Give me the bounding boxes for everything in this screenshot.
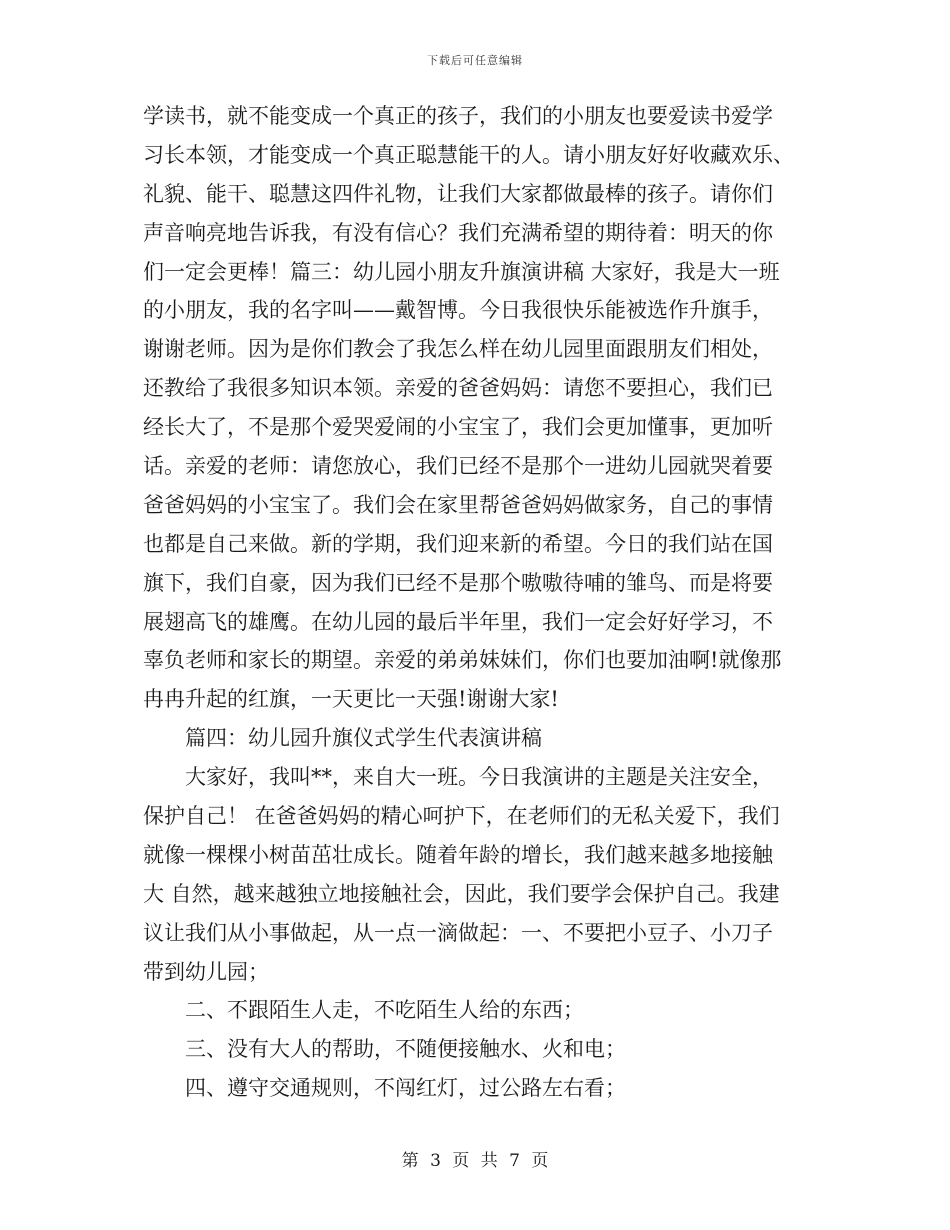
text-line: 辜负老师和家长的期望。亲爱的弟弟妹妹们，你们也要加油啊!就像那 bbox=[143, 648, 782, 673]
text-line: 保护自己！ 在爸爸妈妈的精心呵护下，在老师们的无私关爱下，我们 bbox=[143, 804, 780, 829]
text-line: 大 自然，越来越独立地接触社会，因此，我们要学会保护自己。我建 bbox=[143, 881, 780, 906]
section-heading: 篇四：幼儿园升旗仪式学生代表演讲稿 bbox=[185, 726, 542, 751]
text-line: 带到幼儿园； bbox=[143, 959, 269, 984]
page-number: 第 3 页 共 7 页 bbox=[401, 1151, 549, 1171]
list-item: 二、不跟陌生人走，不吃陌生人给的东西； bbox=[185, 998, 584, 1023]
list-item: 三、没有大人的帮助，不随便接触水、火和电； bbox=[185, 1037, 626, 1062]
text-line: 大家好，我叫**，来自大一班。今日我演讲的主题是关注安全， bbox=[185, 765, 773, 790]
text-line: 学读书，就不能变成一个真正的孩子，我们的小朋友也要爱读书爱学 bbox=[143, 104, 773, 128]
text-line: 就像一棵棵小树苗茁壮成长。随着年龄的增长，我们越来越多地接触 bbox=[143, 842, 773, 867]
text-line: 冉冉升起的红旗，一天更比一天强!谢谢大家! bbox=[143, 687, 559, 712]
list-item: 四、遵守交通规则，不闯红灯，过公路左右看； bbox=[185, 1076, 626, 1101]
text-line: 还教给了我很多知识本领。亲爱的爸爸妈妈：请您不要担心，我们已 bbox=[143, 376, 773, 401]
text-line: 声音响亮地告诉我，有没有信心？我们充满希望的期待着：明天的你 bbox=[143, 220, 773, 245]
text-line: 旗下，我们自豪，因为我们已经不是那个嗷嗷待哺的雏鸟、而是将要 bbox=[143, 570, 773, 595]
text-line: 谢谢老师。因为是你们教会了我怎么样在幼儿园里面跟朋友们相处， bbox=[143, 337, 773, 362]
document-body bbox=[143, 97, 815, 1108]
text-line: 们一定会更棒！篇三：幼儿园小朋友升旗演讲稿 大家好，我是大一班 bbox=[143, 259, 780, 284]
text-line: 话。亲爱的老师：请您放心，我们已经不是那个一进幼儿园就哭着要 bbox=[143, 454, 773, 479]
text-line: 议让我们从小事做起，从一点一滴做起：一、不要把小豆子、小刀子 bbox=[143, 920, 773, 945]
text-line: 展翅高飞的雄鹰。在幼儿园的最后半年里，我们一定会好好学习，不 bbox=[143, 609, 773, 634]
text-line: 礼貌、能干、聪慧这四件礼物，让我们大家都做最棒的孩子。请你们 bbox=[143, 181, 773, 206]
text-line: 习长本领，才能变成一个真正聪慧能干的人。请小朋友好好收藏欢乐、 bbox=[143, 142, 794, 167]
text-line: 也都是自己来做。新的学期，我们迎来新的希望。今日的我们站在国 bbox=[143, 531, 773, 556]
text-line: 爸爸妈妈的小宝宝了。我们会在家里帮爸爸妈妈做家务，自己的事情 bbox=[143, 492, 773, 517]
page-header: 下载后可任意编辑 bbox=[427, 54, 523, 67]
text-line: 经长大了，不是那个爱哭爱闹的小宝宝了，我们会更加懂事，更加听 bbox=[143, 415, 773, 440]
text-line: 的小朋友，我的名字叫——戴智博。今日我很快乐能被选作升旗手， bbox=[143, 298, 773, 323]
